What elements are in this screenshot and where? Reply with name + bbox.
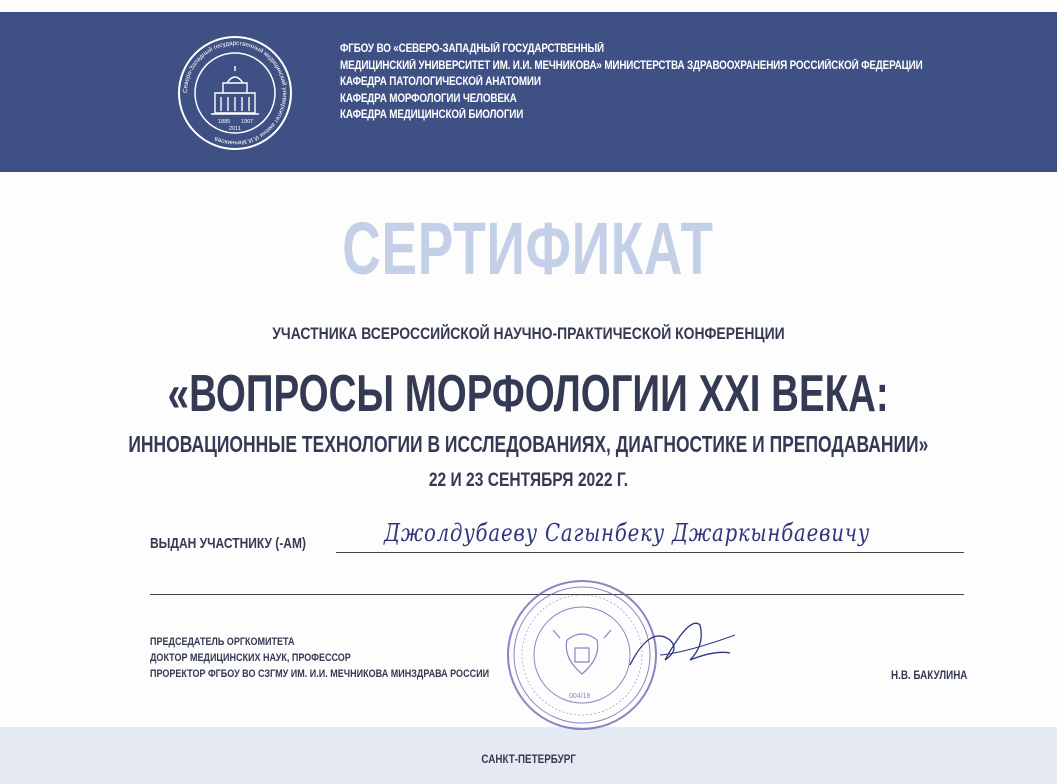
signer-line: ДОКТОР МЕДИЦИНСКИХ НАУК, ПРОФЕССОР xyxy=(150,652,351,664)
signer-block xyxy=(150,634,564,682)
conference-date: 22 И 23 СЕНТЯБРЯ 2022 Г. xyxy=(428,470,629,491)
city-label: САНКТ-ПЕТЕРБУРГ xyxy=(481,752,576,766)
conference-subname: ИННОВАЦИОННЫЕ ТЕХНОЛОГИИ В ИССЛЕДОВАНИЯХ, ДИАГНОСТИКЕ И ПРЕПОДАВАНИИ» xyxy=(128,431,929,457)
header-line: КАФЕДРА ПАТОЛОГИЧЕСКОЙ АНАТОМИИ xyxy=(340,76,541,88)
logo-year-right: 1907 xyxy=(241,119,254,125)
signer-line: ПРОРЕКТОР ФГБОУ ВО СЗГМУ ИМ. И.И. МЕЧНИКОВА МИНЗДРАВА РОССИИ xyxy=(150,668,490,680)
signature-icon xyxy=(620,605,740,680)
conference-name: «ВОПРОСЫ МОРФОЛОГИИ XXI ВЕКА: xyxy=(167,365,890,423)
header-line: ФГБОУ ВО «СЕВЕРО-ЗАПАДНЫЙ ГОСУДАРСТВЕННЫЙ xyxy=(340,43,604,55)
header-line: МЕДИЦИНСКИЙ УНИВЕРСИТЕТ ИМ. И.И. МЕЧНИКОВА» МИНИСТЕРСТВА ЗДРАВООХРАНЕНИЯ РОССИЙСКОЙ ФЕДЕРАЦИИ xyxy=(340,59,923,72)
recipient-name: Джолдубаеву Сагынбеку Джаркынбаевичу xyxy=(384,519,871,547)
participant-subtitle: УЧАСТНИКА ВСЕРОССИЙСКОЙ НАУЧНО-ПРАКТИЧЕСКОЙ КОНФЕРЕНЦИИ xyxy=(272,324,785,343)
recipient-underline xyxy=(336,552,964,553)
issued-to-label: ВЫДАН УЧАСТНИКУ (-АМ) xyxy=(150,535,306,552)
header-line: КАФЕДРА МЕДИЦИНСКОЙ БИОЛОГИИ xyxy=(340,109,524,121)
logo-year-bottom: 2011 xyxy=(229,126,241,132)
logo-year-left: 1885 xyxy=(218,119,231,125)
header-line: КАФЕДРА МОРФОЛОГИИ ЧЕЛОВЕКА xyxy=(340,92,517,105)
emblem-icon xyxy=(553,630,611,674)
logo-ring-text: Северо-Западный государственный медицинский университет имени И.И.Мечникова xyxy=(181,39,289,147)
signer-name: Н.В. БАКУЛИНА xyxy=(891,668,968,682)
building-icon xyxy=(211,66,259,114)
university-logo xyxy=(175,33,295,153)
header-banner xyxy=(0,12,1057,172)
certificate-title: СЕРТИФИКАТ xyxy=(342,207,715,290)
institution-header xyxy=(340,41,1017,124)
stamp-number: 004/18 xyxy=(569,693,591,700)
signer-line: ПРЕДСЕДАТЕЛЬ ОРГКОМИТЕТА xyxy=(150,636,295,648)
